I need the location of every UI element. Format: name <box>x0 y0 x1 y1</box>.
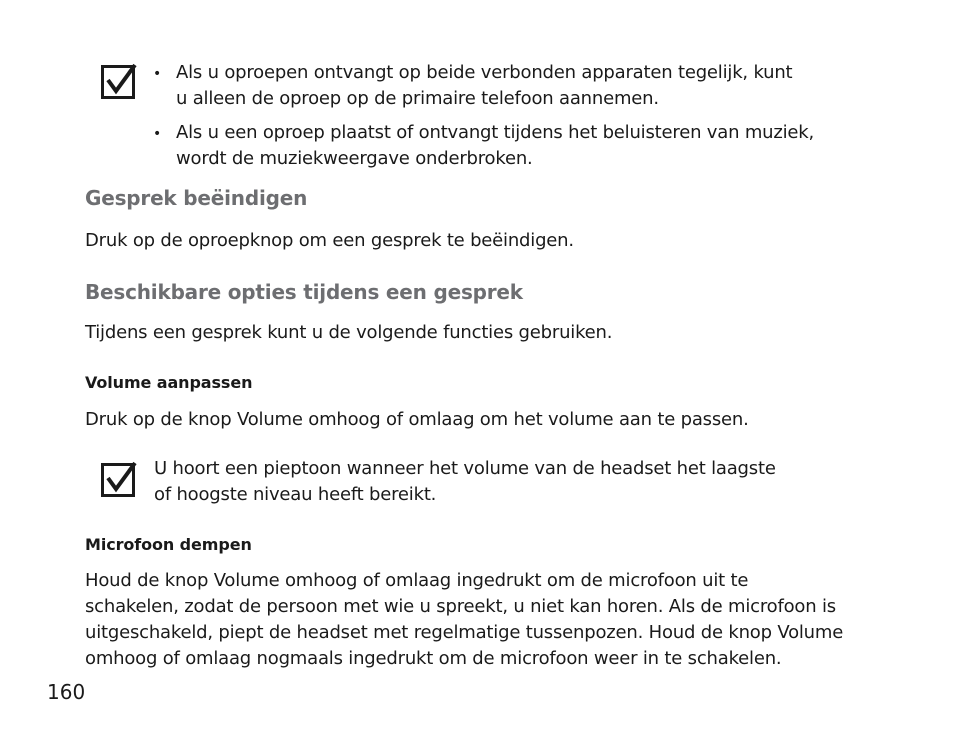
mute-line-3: uitgeschakeld, piept de headset met regelmatige tussenpozen. Houd de knop Volume <box>85 622 844 643</box>
section-heading-end-call: Gesprek beëindigen <box>85 186 308 210</box>
note-bullet-2-line1: Als u een oproep plaatst of ontvangt tijdens het beluisteren van muziek, <box>176 122 815 143</box>
section-heading-options: Beschikbare opties tijdens een gesprek <box>85 280 523 304</box>
mute-line-2: schakelen, zodat de persoon met wie u spreekt, u niet kan horen. Als de microfoon is <box>85 596 836 617</box>
note-bullet-1-line2: u alleen de oproep op de primaire telefoon aannemen. <box>176 88 659 109</box>
checkbox-icon <box>101 461 137 497</box>
note-bullet-2 <box>176 120 916 172</box>
checkbox-icon <box>101 63 137 99</box>
note-volume <box>154 456 914 508</box>
mute-line-1: Houd de knop Volume omhoog of omlaag ingedrukt om de microfoon uit te <box>85 570 749 591</box>
mute-line-4: omhoog of omlaag nogmaals ingedrukt om de microfoon weer in te schakelen. <box>85 648 782 669</box>
subsection-body-mute <box>85 568 915 672</box>
note-bullet-1 <box>176 60 916 112</box>
subsection-heading-volume: Volume aanpassen <box>85 373 253 392</box>
bullet-marker: • <box>153 66 162 82</box>
subsection-heading-mute: Microfoon dempen <box>85 535 252 554</box>
note-bullet-2-line2: wordt de muziekweergave onderbroken. <box>176 148 533 169</box>
section-body-end-call: Druk op de oproepknop om een gesprek te beëindigen. <box>85 230 574 251</box>
subsection-body-volume: Druk op de knop Volume omhoog of omlaag om het volume aan te passen. <box>85 409 749 430</box>
note-volume-line1: U hoort een pieptoon wanneer het volume van de headset het laagste <box>154 458 776 479</box>
bullet-marker: • <box>153 126 162 142</box>
section-body-options: Tijdens een gesprek kunt u de volgende functies gebruiken. <box>85 322 613 343</box>
note-bullet-1-line1: Als u oproepen ontvangt op beide verbonden apparaten tegelijk, kunt <box>176 62 793 83</box>
page-number: 160 <box>47 680 86 704</box>
note-volume-line2: of hoogste niveau heeft bereikt. <box>154 484 437 505</box>
